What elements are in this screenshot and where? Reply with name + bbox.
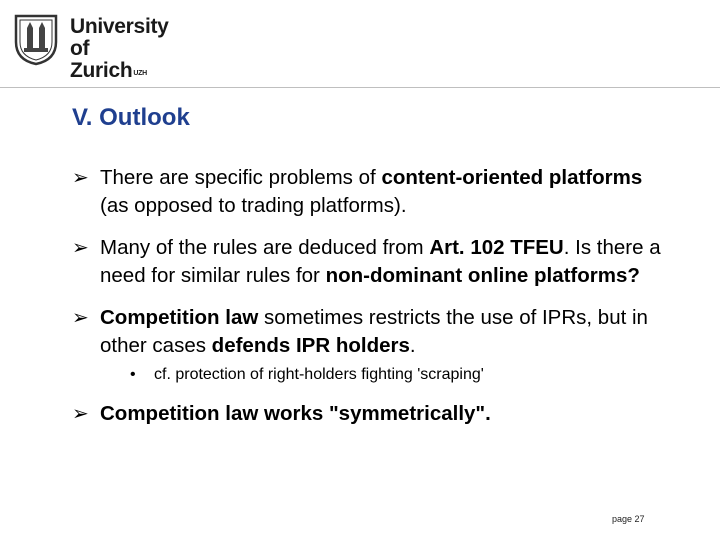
logo-line-2: Zurich$^{UZH}$ (70, 59, 147, 82)
bullet-item: ➢ Many of the rules are deduced from Art. 102 TFEU. Is there a need for similar rules for non-dominant online platforms? (72, 236, 661, 287)
sub-bullet-item: • cf. protection of right-holders fighting 'scraping' (100, 364, 672, 386)
arrow-bullet-icon: ➢ (72, 237, 89, 259)
bullet-item: ➢ There are specific problems of content-oriented platforms (as opposed to trading platforms). (72, 166, 643, 217)
uzh-mark: UZH (133, 70, 147, 77)
arrow-bullet-icon: ➢ (72, 167, 89, 189)
bullet-item: ➢ Competition law sometimes restricts the use of IPRs, but in other cases defends IPR holders. • cf. protection of right-holders fighting 'scraping' (72, 304, 672, 386)
logo-line-1: University of (70, 15, 169, 60)
university-name (70, 16, 182, 82)
university-seal-icon (12, 12, 60, 66)
slide-title: V. Outlook (72, 104, 190, 131)
bullet-item: ➢ Competition law works "symmetrically". (72, 400, 672, 428)
bullet-list (72, 164, 672, 442)
university-logo (12, 12, 182, 82)
page-number: page 27 (612, 514, 645, 524)
dot-bullet-icon: • (130, 366, 136, 383)
header-divider (0, 87, 720, 88)
arrow-bullet-icon: ➢ (72, 307, 89, 329)
arrow-bullet-icon: ➢ (72, 403, 89, 425)
